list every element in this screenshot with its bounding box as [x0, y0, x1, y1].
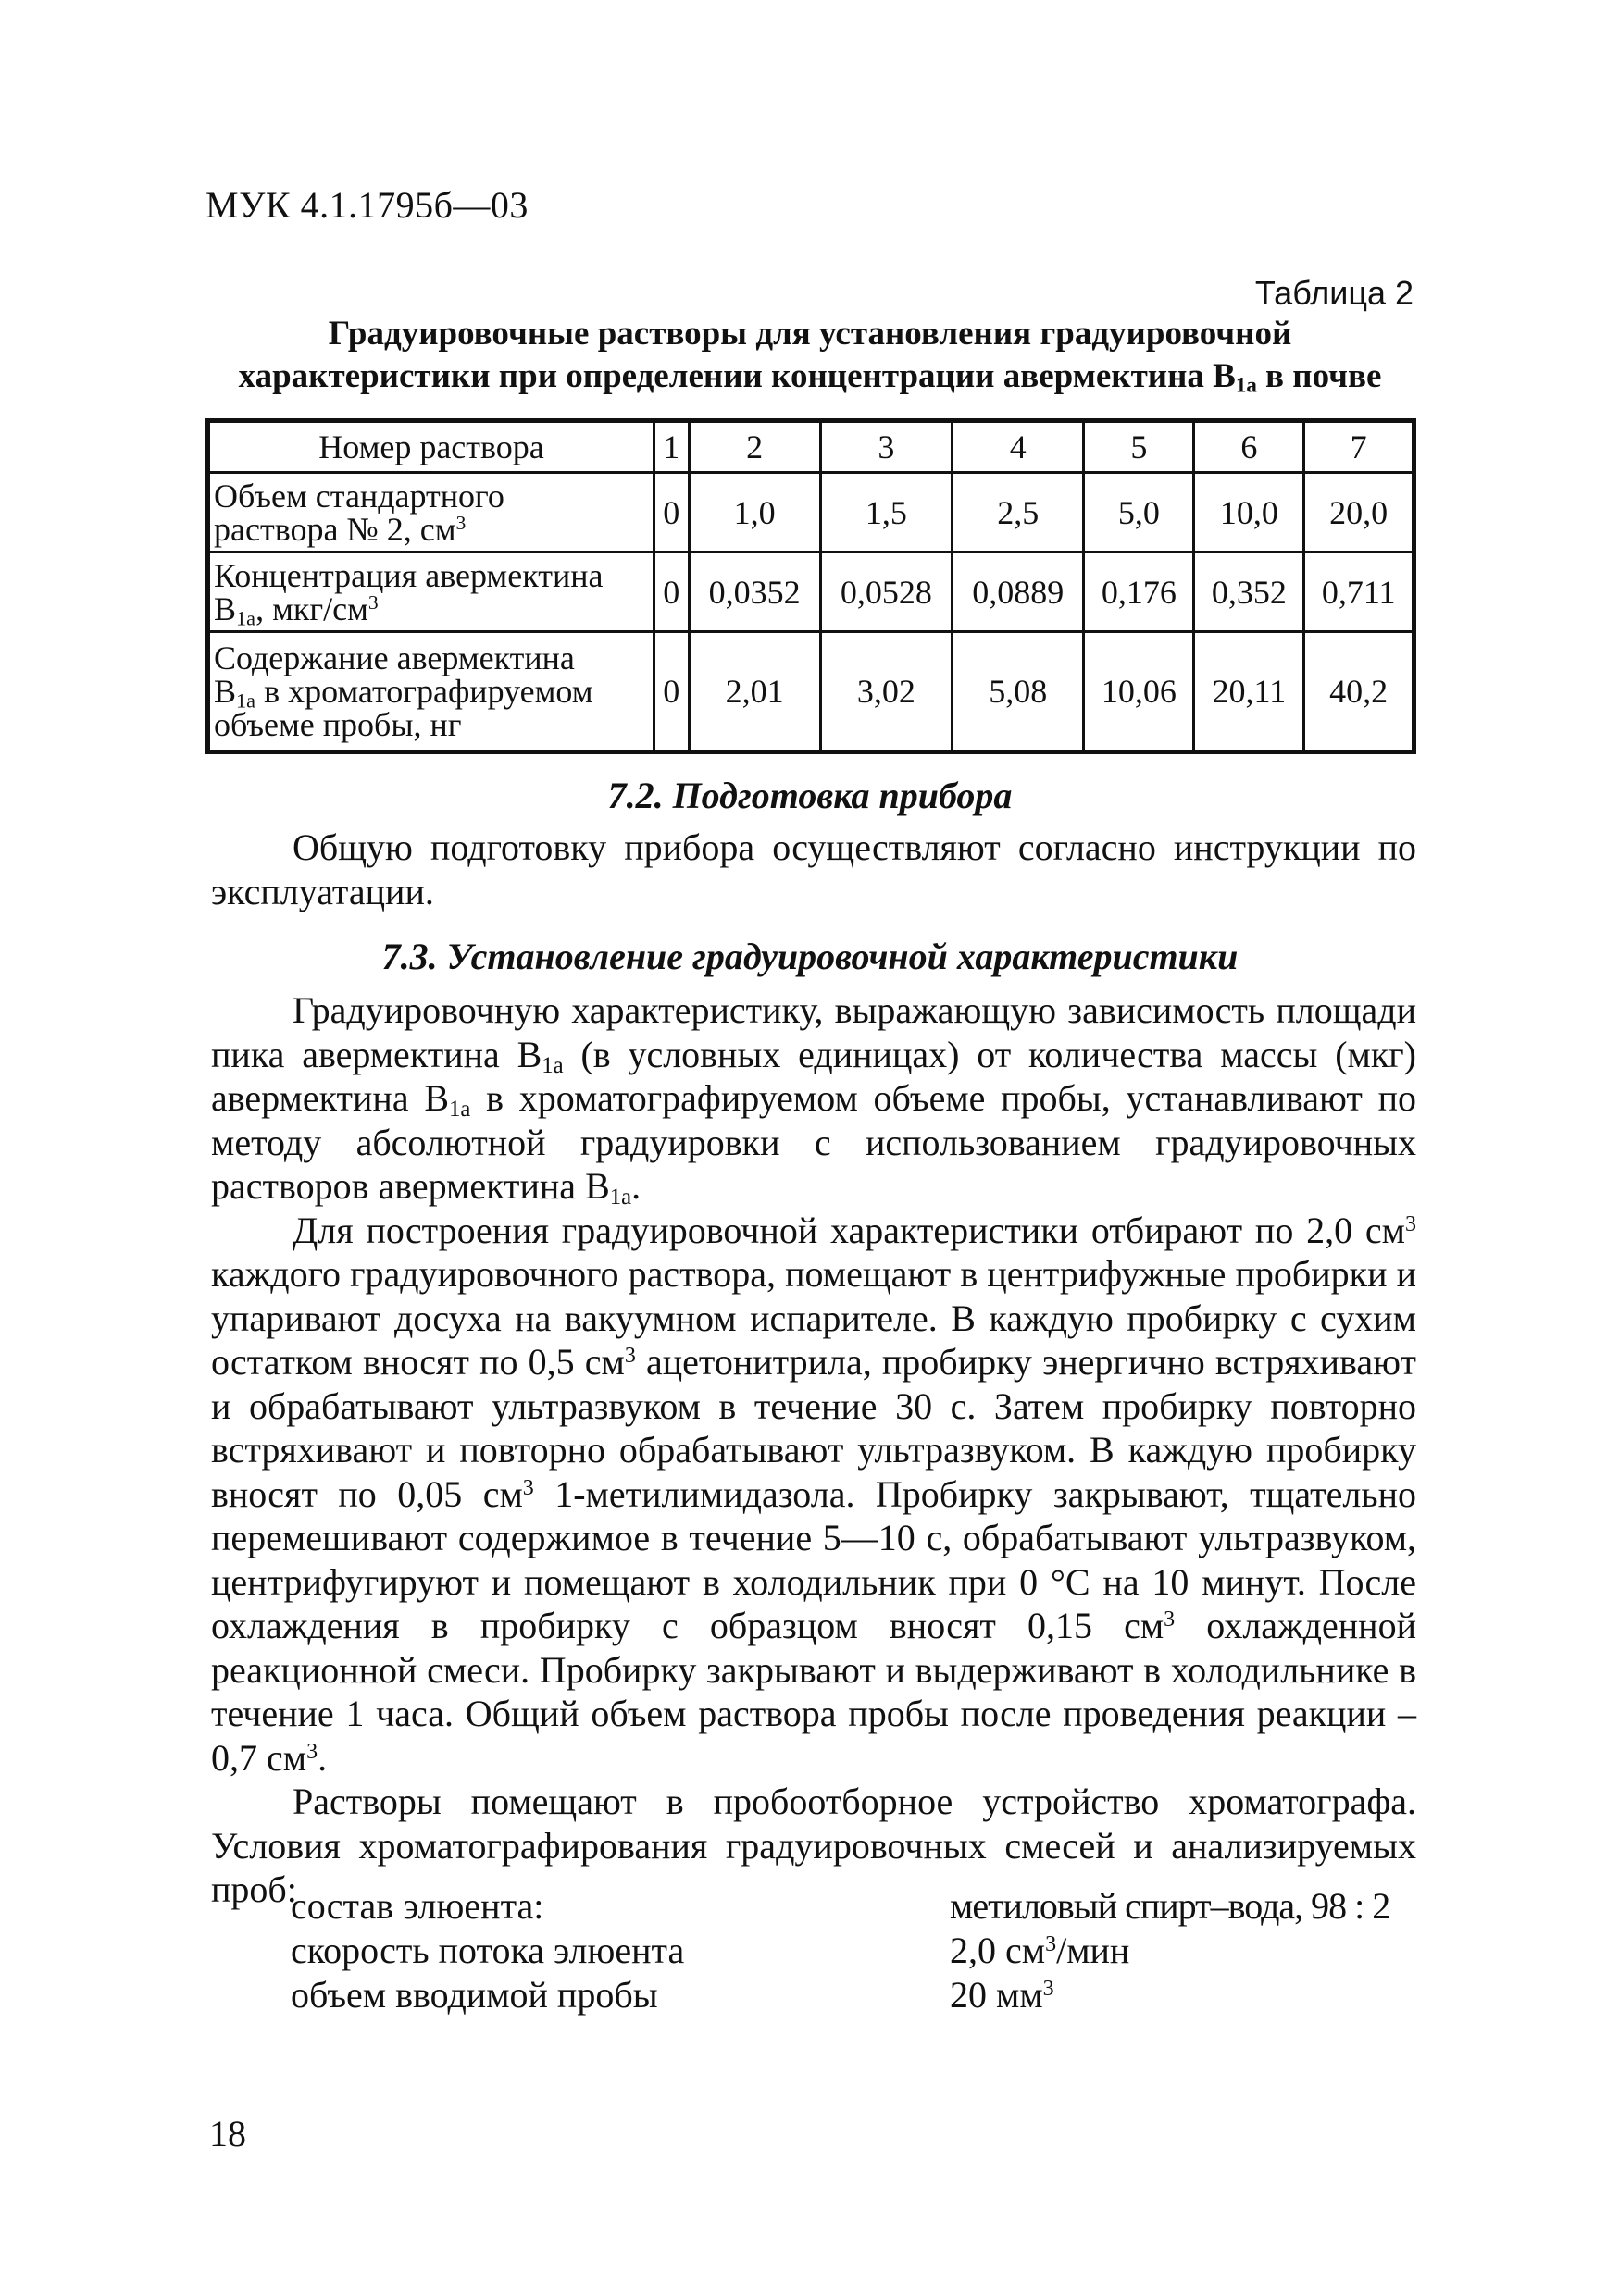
table-cell: 3: [820, 421, 952, 473]
superscript: 3: [624, 1343, 636, 1368]
row-label-line: объеме пробы, нг: [214, 706, 462, 743]
table-cell: 2,5: [953, 473, 1084, 552]
value-superscript: 3: [1042, 1976, 1054, 2001]
row-label: [208, 632, 654, 752]
label-text: раствора № 2, см: [214, 510, 456, 548]
conditions-values: [950, 1884, 1389, 2017]
page-number: 18: [209, 2113, 246, 2154]
calibration-table: [205, 418, 1416, 754]
row-label-line: Объем стандартного: [214, 477, 504, 515]
subscript: 1a: [449, 1097, 471, 1123]
table-cell: 1,0: [689, 473, 820, 552]
table-cell: 20,11: [1194, 632, 1304, 752]
title-subscript: 1a: [1235, 373, 1257, 397]
title-text: характеристики при определении концентрации авермектина B: [238, 357, 1236, 395]
value-text: метиловый спирт–вода, 98 : 2: [950, 1885, 1390, 1927]
table-cell: 0: [654, 552, 690, 632]
section-7-3-text: [211, 988, 1416, 1912]
condition-value: [950, 1973, 1389, 2017]
text-run: Градуировочную характеристику, выражающую зависимость площади пика авермектина B: [211, 989, 1416, 1075]
superscript: 3: [306, 1739, 318, 1764]
table-cell: 0,0352: [689, 552, 820, 632]
table-header-row: [208, 421, 1414, 473]
row-label-line: Содержание авермектина: [214, 639, 575, 676]
table-cell: 0,176: [1084, 552, 1194, 632]
label-superscript: 3: [367, 590, 379, 614]
section-heading-7-3: 7.3. Установление градуировочной характеристики: [381, 936, 1239, 977]
document-code: МУК 4.1.1795б—03: [205, 184, 529, 226]
text-run: каждого градуировочного раствора, помещают в центрифужные пробирки и упаривают досуха на вакуумном испарителе. В каждую пробирку с сухим остатком вносят по 0,5 см: [211, 1253, 1416, 1383]
condition-label: состав элюента:: [291, 1885, 544, 1927]
table-title: [205, 313, 1414, 398]
table-cell: 10,0: [1194, 473, 1304, 552]
condition-value: [950, 1929, 1389, 1973]
table-row: [208, 552, 1414, 632]
condition-label: скорость потока элюента: [291, 1930, 685, 1971]
label-superscript: 3: [455, 511, 467, 534]
table-cell: 7: [1304, 421, 1414, 473]
table-cell: 0,711: [1304, 552, 1414, 632]
table-cell: 3,02: [820, 632, 952, 752]
table-cell: 40,2: [1304, 632, 1414, 752]
table-cell: 20,0: [1304, 473, 1414, 552]
label-subscript: 1a: [236, 606, 256, 630]
table-cell: 5,08: [953, 632, 1084, 752]
text-run: (в условных единицах) от количества массы (мкг) авермектина B: [211, 1033, 1416, 1119]
table-label: Таблица 2: [1254, 274, 1414, 312]
section-heading-7-2: 7.2. Подготовка прибора: [607, 775, 1013, 816]
table-cell: 2,01: [689, 632, 820, 752]
table-cell: 1: [654, 421, 690, 473]
table-cell: 0: [654, 473, 690, 552]
table-cell: 1,5: [820, 473, 952, 552]
row-label: Номер раствора: [208, 421, 654, 473]
condition-label: объем вводимой пробы: [291, 1974, 658, 2016]
row-label-line: [214, 673, 649, 713]
value-text: 2,0 см: [950, 1930, 1046, 1971]
text-run: 1-метилимидазола. Пробирку закрывают, тщательно перемешивают содержимое в течение 5—10 с, обрабатывают ультразвуком, центрифугируют и помещают в холодильник при 0 °С на 10 минут. После охлаждения в пробирку с образцом вносят 0,15 см: [211, 1472, 1416, 1646]
table-title-line-1: Градуировочные растворы для установления градуировочной: [328, 315, 1292, 353]
table-cell: 0,0528: [820, 552, 952, 632]
label-text: , мкг/см: [255, 590, 368, 627]
section-7-2-text: [211, 825, 1416, 913]
text-run: .: [318, 1736, 328, 1779]
paragraph: [211, 1209, 1416, 1781]
table-title-line-2: [205, 355, 1414, 398]
text-run: в хроматографируемом объеме пробы, устанавливают по методу абсолютной градуировки с использованием градуировочных растворов авермектина B: [211, 1077, 1417, 1207]
row-label-line: [214, 510, 649, 548]
table-cell: 6: [1194, 421, 1304, 473]
title-text-end: в почве: [1256, 357, 1382, 395]
condition-value: [950, 1884, 1389, 1929]
text-run: .: [631, 1165, 641, 1207]
row-label: [208, 552, 654, 632]
value-text: /мин: [1056, 1930, 1130, 1971]
table-row: [208, 473, 1414, 552]
label-text: B: [214, 590, 237, 627]
row-label-line: [214, 590, 649, 630]
superscript: 3: [1405, 1211, 1416, 1236]
label-text: B: [214, 673, 237, 710]
subscript: 1a: [542, 1052, 564, 1078]
superscript: 3: [522, 1475, 534, 1500]
text-run: охлажденной реакционной смеси. Пробирку закрывают и выдерживают в холодильнике в течение 1 часа. Общий объем раствора пробы после проведения реакции – 0,7 см: [211, 1605, 1416, 1779]
value-superscript: 3: [1045, 1931, 1057, 1956]
paragraph: Общую подготовку прибора осуществляют согласно инструкции по эксплуатации.: [211, 826, 1416, 912]
row-label-line: Концентрация авермектина: [214, 556, 604, 594]
text-run: ацетонитрила, пробирку энергично встряхивают и обрабатывают ультразвуком в течение 30 с. Затем пробирку повторно встряхивают и повторно обрабатывают ультразвуком. В каждую пробирку вносят по 0,05 см: [211, 1341, 1417, 1515]
paragraph: [211, 988, 1416, 1209]
label-text: в хроматографируемом: [255, 673, 593, 710]
row-label: [208, 473, 654, 552]
table-cell: 2: [689, 421, 820, 473]
subscript: 1a: [609, 1185, 632, 1210]
table-cell: 0,352: [1194, 552, 1304, 632]
table-cell: 10,06: [1084, 632, 1194, 752]
table-cell: 0: [654, 632, 690, 752]
table-cell: 0,0889: [953, 552, 1084, 632]
paragraph: Растворы помещают в пробоотборное устройство хроматографа. Условия хроматографирования градуировочных смесей и анализируемых проб:: [211, 1781, 1416, 1910]
superscript: 3: [1164, 1607, 1176, 1632]
table-cell: 5: [1084, 421, 1194, 473]
table-cell: 5,0: [1084, 473, 1194, 552]
conditions-labels: [291, 1884, 684, 2017]
label-subscript: 1a: [236, 689, 256, 713]
table-row: [208, 632, 1414, 752]
table-cell: 4: [953, 421, 1084, 473]
value-text: 20 мм: [950, 1974, 1043, 2016]
text-run: Для построения градуировочной характеристики отбирают по 2,0 см: [293, 1209, 1405, 1251]
